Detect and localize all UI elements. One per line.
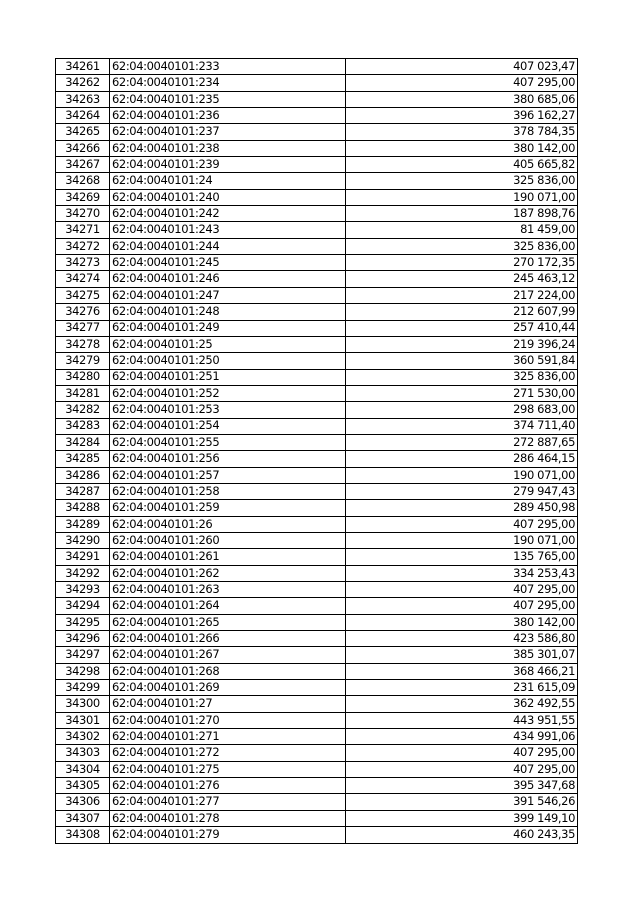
value-cell: 245 463,12	[346, 271, 578, 287]
table-row	[56, 140, 578, 156]
table-row	[56, 451, 578, 467]
row-number-cell: 34292	[56, 565, 110, 581]
value-cell: 219 396,24	[346, 336, 578, 352]
value-cell: 279 947,43	[346, 483, 578, 499]
table-row	[56, 238, 578, 254]
row-number-cell: 34265	[56, 124, 110, 140]
row-number-cell: 34285	[56, 451, 110, 467]
row-number-cell: 34291	[56, 549, 110, 565]
value-cell: 407 295,00	[346, 745, 578, 761]
cadastral-number-cell: 62:04:0040101:256	[110, 451, 346, 467]
value-cell: 407 023,47	[346, 59, 578, 75]
table-row	[56, 271, 578, 287]
table-row	[56, 565, 578, 581]
value-cell: 217 224,00	[346, 287, 578, 303]
row-number-cell: 34296	[56, 631, 110, 647]
value-cell: 289 450,98	[346, 500, 578, 516]
table-row	[56, 59, 578, 75]
row-number-cell: 34283	[56, 418, 110, 434]
value-cell: 286 464,15	[346, 451, 578, 467]
table-row	[56, 598, 578, 614]
table-body	[56, 59, 578, 844]
value-cell: 407 295,00	[346, 582, 578, 598]
table-row	[56, 353, 578, 369]
row-number-cell: 34284	[56, 434, 110, 450]
cadastral-number-cell: 62:04:0040101:255	[110, 434, 346, 450]
row-number-cell: 34278	[56, 336, 110, 352]
value-cell: 135 765,00	[346, 549, 578, 565]
row-number-cell: 34301	[56, 712, 110, 728]
row-number-cell: 34308	[56, 827, 110, 843]
value-cell: 272 887,65	[346, 434, 578, 450]
cadastral-number-cell: 62:04:0040101:253	[110, 402, 346, 418]
row-number-cell: 34294	[56, 598, 110, 614]
table-row	[56, 173, 578, 189]
table-row	[56, 582, 578, 598]
table-row	[56, 516, 578, 532]
cadastral-number-cell: 62:04:0040101:275	[110, 761, 346, 777]
value-cell: 391 546,26	[346, 794, 578, 810]
table-row	[56, 189, 578, 205]
value-cell: 434 991,06	[346, 729, 578, 745]
cadastral-number-cell: 62:04:0040101:265	[110, 614, 346, 630]
table-row	[56, 532, 578, 548]
value-cell: 395 347,68	[346, 778, 578, 794]
cadastral-number-cell: 62:04:0040101:244	[110, 238, 346, 254]
row-number-cell: 34272	[56, 238, 110, 254]
table-row	[56, 434, 578, 450]
cadastral-number-cell: 62:04:0040101:262	[110, 565, 346, 581]
cadastral-number-cell: 62:04:0040101:277	[110, 794, 346, 810]
row-number-cell: 34279	[56, 353, 110, 369]
cadastral-number-cell: 62:04:0040101:272	[110, 745, 346, 761]
value-cell: 325 836,00	[346, 369, 578, 385]
value-cell: 334 253,43	[346, 565, 578, 581]
cadastral-number-cell: 62:04:0040101:27	[110, 696, 346, 712]
table-row	[56, 500, 578, 516]
cadastral-number-cell: 62:04:0040101:238	[110, 140, 346, 156]
row-number-cell: 34302	[56, 729, 110, 745]
table-row	[56, 761, 578, 777]
value-cell: 380 142,00	[346, 140, 578, 156]
row-number-cell: 34282	[56, 402, 110, 418]
value-cell: 460 243,35	[346, 827, 578, 843]
value-cell: 407 295,00	[346, 516, 578, 532]
value-cell: 362 492,55	[346, 696, 578, 712]
cadastral-number-cell: 62:04:0040101:261	[110, 549, 346, 565]
cadastral-number-cell: 62:04:0040101:276	[110, 778, 346, 794]
value-cell: 212 607,99	[346, 304, 578, 320]
value-cell: 423 586,80	[346, 631, 578, 647]
value-cell: 190 071,00	[346, 467, 578, 483]
table-row	[56, 402, 578, 418]
value-cell: 405 665,82	[346, 157, 578, 173]
cadastral-number-cell: 62:04:0040101:26	[110, 516, 346, 532]
cadastral-number-cell: 62:04:0040101:235	[110, 91, 346, 107]
cadastral-number-cell: 62:04:0040101:271	[110, 729, 346, 745]
cadastral-number-cell: 62:04:0040101:268	[110, 663, 346, 679]
row-number-cell: 34262	[56, 75, 110, 91]
table-row	[56, 304, 578, 320]
cadastral-number-cell: 62:04:0040101:242	[110, 206, 346, 222]
cadastral-number-cell: 62:04:0040101:270	[110, 712, 346, 728]
value-cell: 360 591,84	[346, 353, 578, 369]
row-number-cell: 34261	[56, 59, 110, 75]
table-row	[56, 124, 578, 140]
row-number-cell: 34293	[56, 582, 110, 598]
table-row	[56, 255, 578, 271]
cadastral-number-cell: 62:04:0040101:245	[110, 255, 346, 271]
row-number-cell: 34299	[56, 680, 110, 696]
cadastral-number-cell: 62:04:0040101:269	[110, 680, 346, 696]
value-cell: 325 836,00	[346, 173, 578, 189]
table-row	[56, 108, 578, 124]
cadastral-number-cell: 62:04:0040101:248	[110, 304, 346, 320]
value-cell: 407 295,00	[346, 598, 578, 614]
row-number-cell: 34304	[56, 761, 110, 777]
table-row	[56, 680, 578, 696]
value-cell: 187 898,76	[346, 206, 578, 222]
cadastral-number-cell: 62:04:0040101:233	[110, 59, 346, 75]
cadastral-number-cell: 62:04:0040101:236	[110, 108, 346, 124]
table-row	[56, 712, 578, 728]
value-cell: 325 836,00	[346, 238, 578, 254]
cadastral-number-cell: 62:04:0040101:25	[110, 336, 346, 352]
row-number-cell: 34286	[56, 467, 110, 483]
row-number-cell: 34273	[56, 255, 110, 271]
row-number-cell: 34297	[56, 647, 110, 663]
value-cell: 378 784,35	[346, 124, 578, 140]
cadastral-number-cell: 62:04:0040101:246	[110, 271, 346, 287]
row-number-cell: 34277	[56, 320, 110, 336]
row-number-cell: 34280	[56, 369, 110, 385]
cadastral-number-cell: 62:04:0040101:234	[110, 75, 346, 91]
table-row	[56, 385, 578, 401]
cadastral-number-cell: 62:04:0040101:240	[110, 189, 346, 205]
table-row	[56, 75, 578, 91]
cadastral-number-cell: 62:04:0040101:251	[110, 369, 346, 385]
cadastral-number-cell: 62:04:0040101:239	[110, 157, 346, 173]
table-row	[56, 287, 578, 303]
table-row	[56, 827, 578, 843]
value-cell: 399 149,10	[346, 810, 578, 826]
table-row	[56, 729, 578, 745]
row-number-cell: 34270	[56, 206, 110, 222]
value-cell: 385 301,07	[346, 647, 578, 663]
row-number-cell: 34276	[56, 304, 110, 320]
value-cell: 81 459,00	[346, 222, 578, 238]
value-cell: 407 295,00	[346, 761, 578, 777]
cadastral-number-cell: 62:04:0040101:247	[110, 287, 346, 303]
table-row	[56, 483, 578, 499]
row-number-cell: 34275	[56, 287, 110, 303]
cadastral-number-cell: 62:04:0040101:258	[110, 483, 346, 499]
row-number-cell: 34287	[56, 483, 110, 499]
table-row	[56, 222, 578, 238]
table-row	[56, 794, 578, 810]
table-row	[56, 320, 578, 336]
table-row	[56, 614, 578, 630]
table-row	[56, 157, 578, 173]
row-number-cell: 34289	[56, 516, 110, 532]
cadastral-number-cell: 62:04:0040101:250	[110, 353, 346, 369]
value-cell: 231 615,09	[346, 680, 578, 696]
value-cell: 190 071,00	[346, 532, 578, 548]
cadastral-number-cell: 62:04:0040101:252	[110, 385, 346, 401]
row-number-cell: 34266	[56, 140, 110, 156]
value-cell: 298 683,00	[346, 402, 578, 418]
table-row	[56, 745, 578, 761]
cadastral-number-cell: 62:04:0040101:254	[110, 418, 346, 434]
table-row	[56, 663, 578, 679]
cadastral-number-cell: 62:04:0040101:266	[110, 631, 346, 647]
row-number-cell: 34303	[56, 745, 110, 761]
table-row	[56, 206, 578, 222]
row-number-cell: 34307	[56, 810, 110, 826]
row-number-cell: 34288	[56, 500, 110, 516]
data-table	[55, 58, 578, 844]
table-row	[56, 810, 578, 826]
table-row	[56, 467, 578, 483]
cadastral-number-cell: 62:04:0040101:243	[110, 222, 346, 238]
row-number-cell: 34269	[56, 189, 110, 205]
cadastral-number-cell: 62:04:0040101:279	[110, 827, 346, 843]
table-row	[56, 647, 578, 663]
table-row	[56, 91, 578, 107]
row-number-cell: 34264	[56, 108, 110, 124]
row-number-cell: 34300	[56, 696, 110, 712]
row-number-cell: 34295	[56, 614, 110, 630]
table-row	[56, 631, 578, 647]
value-cell: 257 410,44	[346, 320, 578, 336]
value-cell: 190 071,00	[346, 189, 578, 205]
row-number-cell: 34267	[56, 157, 110, 173]
cadastral-number-cell: 62:04:0040101:278	[110, 810, 346, 826]
cadastral-number-cell: 62:04:0040101:259	[110, 500, 346, 516]
row-number-cell: 34271	[56, 222, 110, 238]
cadastral-number-cell: 62:04:0040101:264	[110, 598, 346, 614]
value-cell: 380 142,00	[346, 614, 578, 630]
row-number-cell: 34298	[56, 663, 110, 679]
cadastral-number-cell: 62:04:0040101:249	[110, 320, 346, 336]
cadastral-number-cell: 62:04:0040101:267	[110, 647, 346, 663]
table-row	[56, 549, 578, 565]
value-cell: 443 951,55	[346, 712, 578, 728]
cadastral-number-cell: 62:04:0040101:263	[110, 582, 346, 598]
table-row	[56, 418, 578, 434]
value-cell: 396 162,27	[346, 108, 578, 124]
cadastral-number-cell: 62:04:0040101:237	[110, 124, 346, 140]
table-row	[56, 778, 578, 794]
cadastral-number-cell: 62:04:0040101:260	[110, 532, 346, 548]
table-row	[56, 336, 578, 352]
value-cell: 374 711,40	[346, 418, 578, 434]
row-number-cell: 34290	[56, 532, 110, 548]
value-cell: 271 530,00	[346, 385, 578, 401]
table-row	[56, 369, 578, 385]
value-cell: 270 172,35	[346, 255, 578, 271]
table-row	[56, 696, 578, 712]
value-cell: 380 685,06	[346, 91, 578, 107]
cadastral-number-cell: 62:04:0040101:257	[110, 467, 346, 483]
value-cell: 407 295,00	[346, 75, 578, 91]
row-number-cell: 34305	[56, 778, 110, 794]
cadastral-number-cell: 62:04:0040101:24	[110, 173, 346, 189]
row-number-cell: 34274	[56, 271, 110, 287]
row-number-cell: 34268	[56, 173, 110, 189]
row-number-cell: 34263	[56, 91, 110, 107]
row-number-cell: 34281	[56, 385, 110, 401]
value-cell: 368 466,21	[346, 663, 578, 679]
row-number-cell: 34306	[56, 794, 110, 810]
